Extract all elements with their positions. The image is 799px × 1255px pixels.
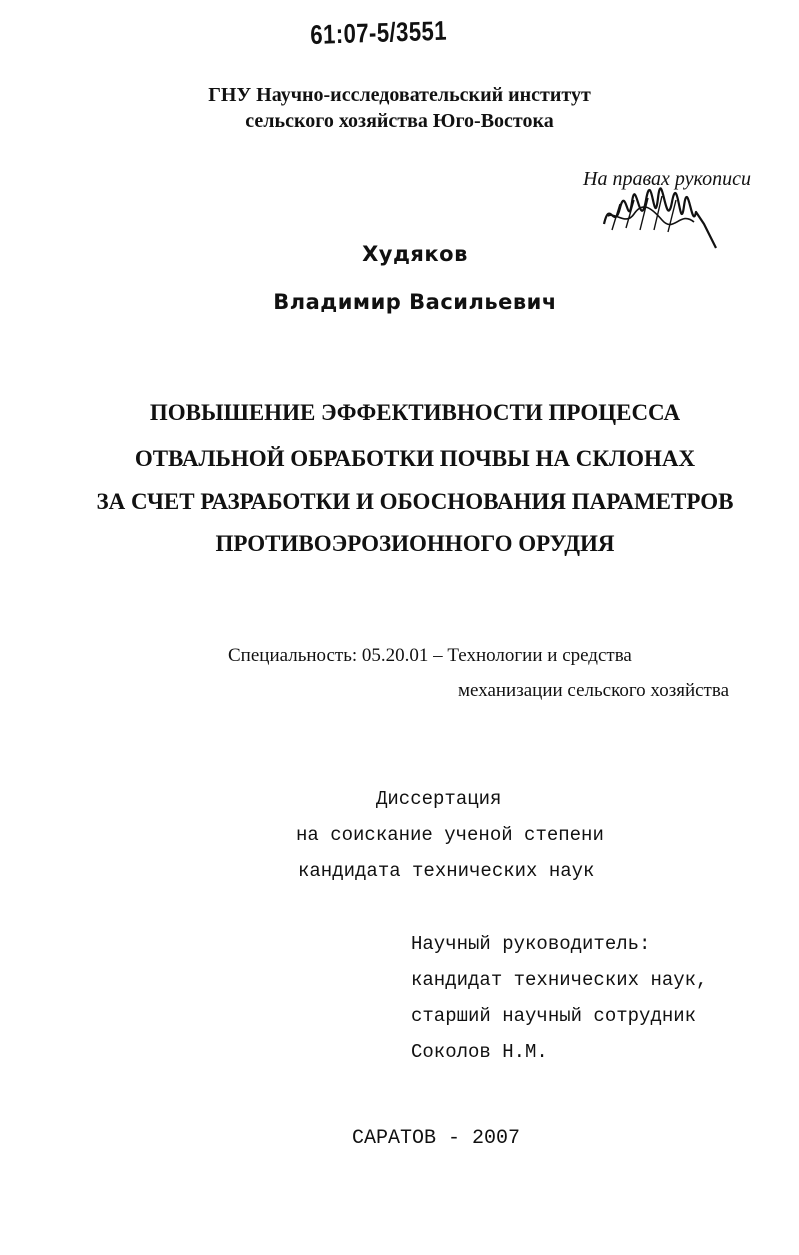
rights-note: На правах рукописи: [583, 168, 751, 190]
institution-line-1: ГНУ Научно-исследовательский институт: [208, 84, 591, 106]
title-line-2: ОТВАЛЬНОЙ ОБРАБОТКИ ПОЧВЫ НА СКЛОНАХ: [134, 446, 696, 471]
archive-stamp-number: 61:07-5/3551: [310, 15, 448, 50]
specialty-line-2: механизации сельского хозяйства: [458, 680, 730, 701]
supervisor-name: Соколов Н.М.: [411, 1041, 548, 1063]
degree-line-1: Диссертация: [376, 788, 502, 810]
supervisor-line-1: Научный руководитель:: [411, 933, 651, 955]
supervisor-line-2: кандидат технических наук,: [411, 969, 708, 991]
author-surname: Худяков: [362, 242, 468, 266]
supervisor-line-3: старший научный сотрудник: [411, 1005, 697, 1027]
title-line-3: ЗА СЧЕТ РАЗРАБОТКИ И ОБОСНОВАНИЯ ПАРАМЕТРОВ: [96, 489, 734, 514]
title-line-1: ПОВЫШЕНИЕ ЭФФЕКТИВНОСТИ ПРОЦЕССА: [149, 400, 681, 425]
place-year: САРАТОВ - 2007: [352, 1127, 521, 1150]
specialty-line-1: Специальность: 05.20.01 – Технологии и средства: [228, 645, 632, 666]
degree-line-2: на соискание ученой степени: [296, 824, 604, 846]
institution-line-2: сельского хозяйства Юго-Востока: [245, 110, 554, 132]
author-given-names: Владимир Васильевич: [273, 290, 557, 314]
title-line-4: ПРОТИВОЭРОЗИОННОГО ОРУДИЯ: [215, 531, 615, 556]
degree-line-3: кандидата технических наук: [298, 860, 595, 882]
